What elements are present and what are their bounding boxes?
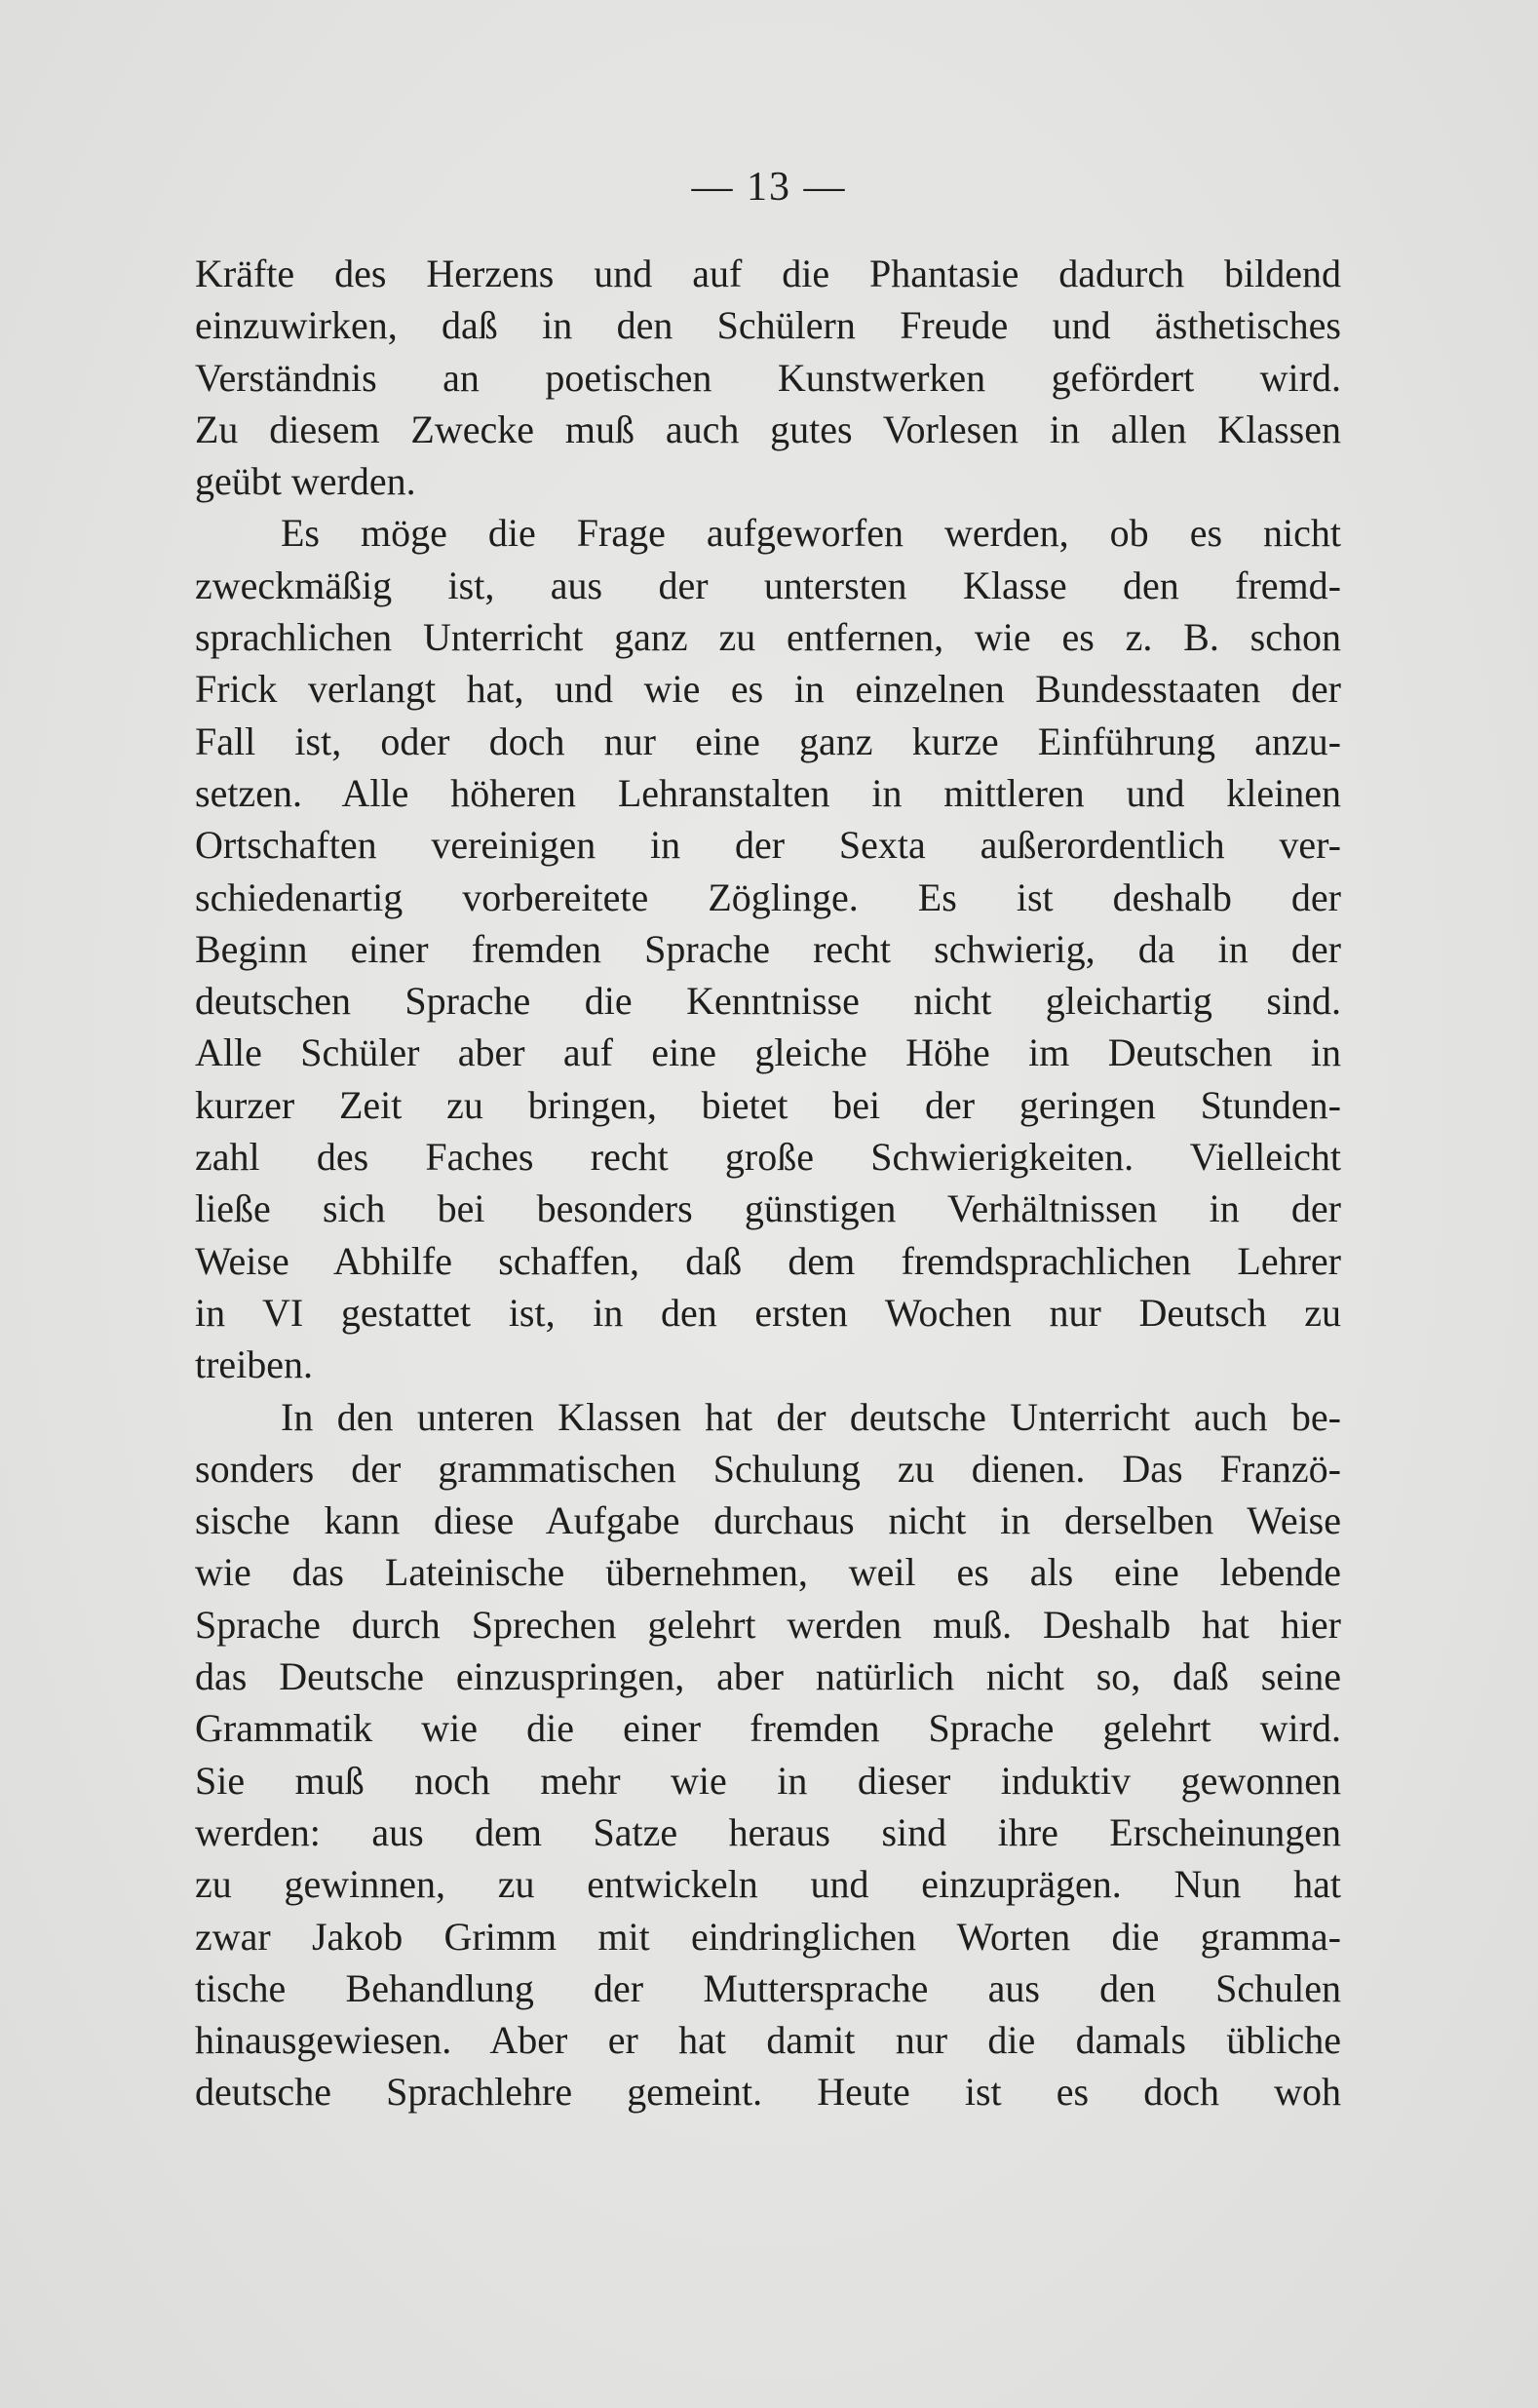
paragraph-start: Es möge die Frage aufgeworfen werden, ob es nicht xyxy=(281,511,1341,556)
text-line: Ortschaften vereinigen in der Sexta außerordentlich ver- xyxy=(195,823,1341,868)
text-line: kurzer Zeit zu bringen, bietet bei der geringen Stunden- xyxy=(195,1082,1341,1127)
text-line: das Deutsche einzuspringen, aber natürlich nicht so, daß seine xyxy=(195,1654,1341,1699)
text-line: schiedenartig vorbereitete Zöglinge. Es ist deshalb der xyxy=(195,874,1341,919)
text-line: zweckmäßig ist, aus der untersten Klasse den fremd- xyxy=(195,563,1341,607)
text-line: Sprache durch Sprechen gelehrt werden muß. Deshalb hat hier xyxy=(195,1602,1341,1647)
text-line: Zu diesem Zwecke muß auch gutes Vorlesen in allen Klassen xyxy=(195,407,1341,451)
text-line: ließe sich bei besonders günstigen Verhältnissen in der xyxy=(195,1186,1341,1231)
text-line: Grammatik wie die einer fremden Sprache gelehrt wird. xyxy=(195,1706,1341,1751)
text-line: zwar Jakob Grimm mit eindringlichen Worten die gramma- xyxy=(195,1914,1341,1959)
text-line: Weise Abhilfe schaffen, daß dem fremdsprachlichen Lehrer xyxy=(195,1238,1341,1283)
text-line: deutsche Sprachlehre gemeint. Heute ist es doch woh xyxy=(195,2070,1341,2115)
text-line: hinausgewiesen. Aber er hat damit nur die damals übliche xyxy=(195,2018,1341,2063)
text-line: in VI gestattet ist, in den ersten Wochen nur Deutsch zu xyxy=(195,1290,1341,1335)
text-line: Frick verlangt hat, und wie es in einzelnen Bundesstaaten der xyxy=(195,667,1341,712)
text-line: setzen. Alle höheren Lehranstalten in mittleren und kleinen xyxy=(195,770,1341,815)
text-line: treiben. xyxy=(195,1342,314,1387)
text-line: deutschen Sprache die Kenntnisse nicht gleichartig sind. xyxy=(195,979,1341,1024)
text-line: Kräfte des Herzens und auf die Phantasie dadurch bildend xyxy=(195,252,1341,295)
text-line: tische Behandlung der Muttersprache aus den Schulen xyxy=(195,1965,1341,2010)
text-line: Verständnis an poetischen Kunstwerken gefördert wird. xyxy=(195,355,1341,400)
text-line: Sie muß noch mehr wie in dieser induktiv gewonnen xyxy=(195,1758,1341,1803)
paragraph-start: In den unteren Klassen hat der deutsche Unterricht auch be- xyxy=(281,1394,1341,1439)
text-line: Alle Schüler aber auf eine gleiche Höhe im Deutschen in xyxy=(195,1030,1341,1075)
text-line: sonders der grammatischen Schulung zu dienen. Das Franzö- xyxy=(195,1446,1341,1491)
text-line: Beginn einer fremden Sprache recht schwierig, da in der xyxy=(195,926,1341,971)
page-number: — 13 — xyxy=(691,165,847,210)
text-line: werden: aus dem Satze heraus sind ihre Erscheinungen xyxy=(195,1809,1341,1854)
text-line: zu gewinnen, zu entwickeln und einzuprägen. Nun hat xyxy=(195,1862,1341,1907)
text-line: Fall ist, oder doch nur eine ganz kurze Einführung anzu- xyxy=(195,719,1341,763)
text-line: sprachlichen Unterricht ganz zu entfernen, wie es z. B. schon xyxy=(195,615,1341,660)
text-line: geübt werden. xyxy=(195,459,416,504)
text-line: sische kann diese Aufgabe durchaus nicht in derselben Weise xyxy=(195,1498,1341,1543)
text-line: wie das Lateinische übernehmen, weil es als eine lebende xyxy=(195,1550,1341,1595)
text-line: einzuwirken, daß in den Schülern Freude und ästhetisches xyxy=(195,303,1341,348)
body-text xyxy=(195,248,1341,2118)
text-line: zahl des Faches recht große Schwierigkeiten. Vielleicht xyxy=(195,1135,1341,1180)
